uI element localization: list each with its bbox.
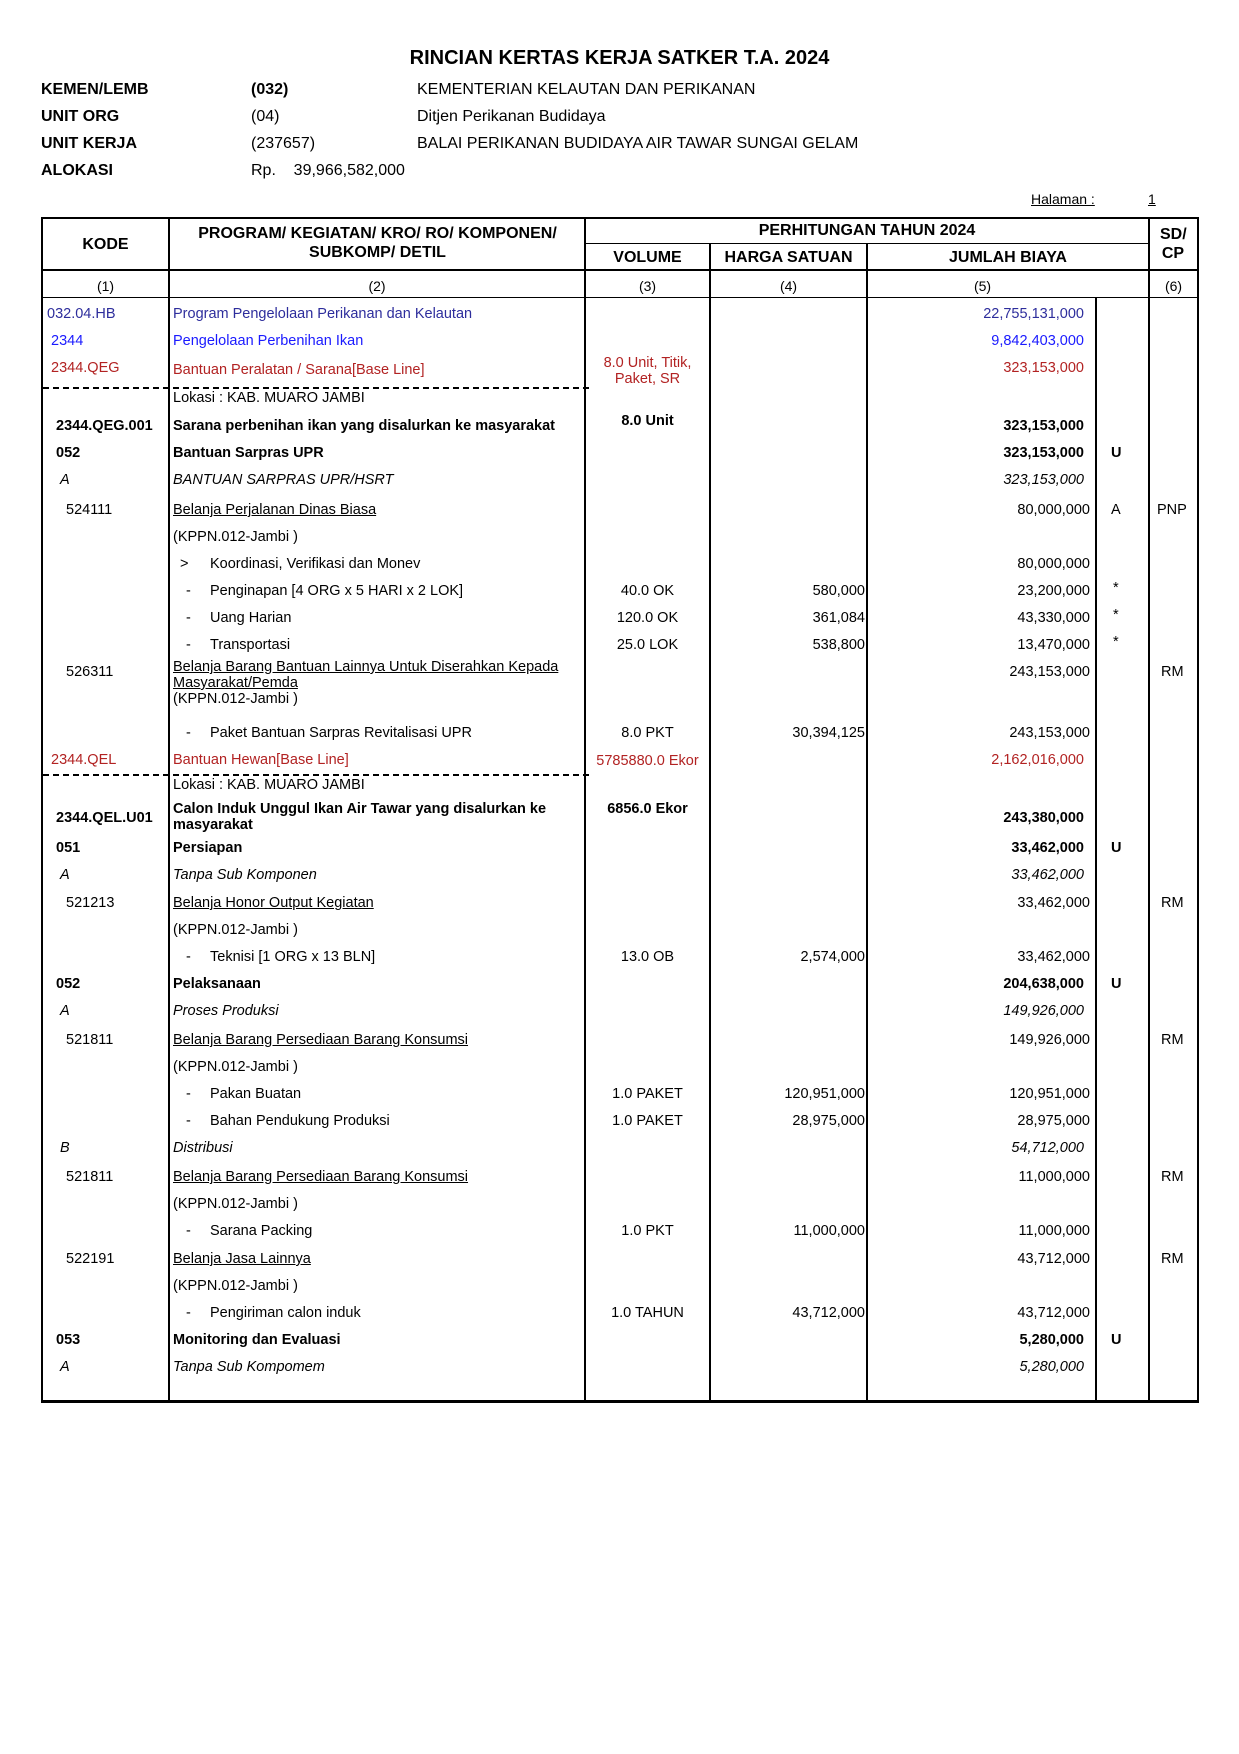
- row-kode: 053: [56, 1332, 81, 1348]
- row-harga: 120,951,000: [784, 1086, 865, 1102]
- row-bullet: -: [186, 1305, 191, 1321]
- row-bullet: -: [186, 637, 191, 653]
- row-volume: 8.0 Unit, Titik, Paket, SR: [603, 355, 692, 387]
- row-bullet: >: [180, 556, 189, 572]
- row-harga: 580,000: [812, 583, 865, 599]
- row-flag: U: [1111, 840, 1122, 856]
- row-kode: 051: [56, 840, 81, 856]
- row-sd: RM: [1161, 895, 1184, 911]
- colnum-1: (1): [96, 278, 115, 294]
- row-jumlah: 243,380,000: [1003, 810, 1084, 826]
- header-volume: VOLUME: [613, 249, 682, 266]
- row-flag: A: [1111, 502, 1121, 518]
- row-jumlah: 23,200,000: [1017, 583, 1090, 599]
- row-desc: Sarana perbenihan ikan yang disalurkan ke masyarakat: [173, 418, 556, 434]
- kemen-name: KEMENTERIAN KELAUTAN DAN PERIKANAN: [417, 81, 756, 98]
- row-harga: 11,000,000: [793, 1223, 865, 1239]
- document-title: RINCIAN KERTAS KERJA SATKER T.A. 2024: [409, 47, 830, 69]
- row-kode: 052: [56, 976, 81, 992]
- row-lokasi: Lokasi : KAB. MUARO JAMBI: [173, 777, 365, 793]
- row-desc: Paket Bantuan Sarpras Revitalisasi UPR: [210, 725, 472, 741]
- row-desc: BANTUAN SARPRAS UPR/HSRT: [173, 472, 394, 488]
- row-jumlah: 323,153,000: [1003, 445, 1084, 461]
- row-jumlah: 243,153,000: [1009, 664, 1090, 680]
- row-desc: Persiapan: [173, 840, 243, 856]
- row-kode: 2344.QEG.001: [56, 418, 153, 434]
- row-harga: 361,084: [812, 610, 865, 626]
- unit-org-name: Ditjen Perikanan Budidaya: [417, 108, 606, 125]
- colnum-2: (2): [368, 278, 386, 294]
- row-desc: Bantuan Peralatan / Sarana[Base Line]: [173, 362, 425, 378]
- row-volume: 6856.0 Ekor: [607, 801, 688, 817]
- row-jumlah: 43,330,000: [1017, 610, 1090, 626]
- row-flag: U: [1111, 445, 1122, 461]
- row-flag: *: [1113, 607, 1119, 623]
- row-harga: 43,712,000: [792, 1305, 865, 1321]
- row-jumlah: 323,153,000: [1003, 418, 1084, 434]
- row-desc: Bahan Pendukung Produksi: [210, 1113, 390, 1129]
- row-desc: Calon Induk Unggul Ikan Air Tawar yang disalurkan ke masyarakat: [173, 801, 547, 833]
- row-desc: Belanja Barang Persediaan Barang Konsumsi: [173, 1169, 469, 1185]
- row-kode: 2344.QEL.U01: [56, 810, 153, 826]
- row-volume: 8.0 PKT: [621, 725, 674, 741]
- row-volume: 5785880.0 Ekor: [596, 753, 699, 769]
- row-bullet: -: [186, 725, 191, 741]
- row-harga: 538,800: [812, 637, 865, 653]
- kemen-label: KEMEN/LEMB: [41, 81, 149, 98]
- row-bullet: -: [186, 583, 191, 599]
- row-desc: Program Pengelolaan Perikanan dan Kelautan: [173, 306, 473, 322]
- row-kode: 521811: [66, 1169, 114, 1185]
- header-harga: HARGA SATUAN: [724, 249, 853, 266]
- row-desc: Distribusi: [173, 1140, 233, 1156]
- row-kppn: (KPPN.012-Jambi ): [173, 922, 298, 938]
- kemen-code: (032): [251, 81, 289, 98]
- alokasi-value: Rp. 39,966,582,000: [251, 162, 405, 179]
- row-jumlah: 5,280,000: [1019, 1332, 1084, 1348]
- row-kppn: (KPPN.012-Jambi ): [173, 691, 298, 707]
- row-desc: Sarana Packing: [210, 1223, 313, 1239]
- row-kppn: (KPPN.012-Jambi ): [173, 1059, 298, 1075]
- row-desc: Pengelolaan Perbenihan Ikan: [173, 333, 364, 349]
- row-desc: Pelaksanaan: [173, 976, 261, 992]
- row-harga: 28,975,000: [792, 1113, 865, 1129]
- row-desc: Tanpa Sub Kompomem: [173, 1359, 325, 1375]
- row-bullet: -: [186, 1086, 191, 1102]
- row-jumlah: 33,462,000: [1011, 840, 1084, 856]
- row-desc: Belanja Barang Persediaan Barang Konsumsi: [173, 1032, 469, 1048]
- row-kode: 2344.QEL: [51, 752, 117, 768]
- row-desc: Pengiriman calon induk: [210, 1305, 361, 1321]
- row-kode: 524111: [66, 502, 113, 518]
- unit-org-label: UNIT ORG: [41, 108, 120, 125]
- row-kode: 052: [56, 445, 81, 461]
- row-kode: 526311: [66, 664, 114, 680]
- row-sd: RM: [1161, 664, 1184, 680]
- dashed-separator: [43, 387, 589, 389]
- row-desc: Belanja Jasa Lainnya: [173, 1251, 311, 1267]
- row-kppn: (KPPN.012-Jambi ): [173, 1278, 298, 1294]
- header-kode: KODE: [82, 236, 129, 253]
- header-jumlah: JUMLAH BIAYA: [949, 249, 1067, 266]
- row-kode: A: [60, 472, 70, 488]
- unit-kerja-name: BALAI PERIKANAN BUDIDAYA AIR TAWAR SUNGAI GELAM: [417, 135, 859, 152]
- colnum-3: (3): [638, 278, 657, 294]
- row-desc: Uang Harian: [210, 610, 292, 626]
- row-kode: A: [60, 1359, 70, 1375]
- row-desc: Belanja Barang Bantuan Lainnya Untuk Diserahkan Kepada Masyarakat/Pemda: [173, 659, 559, 691]
- row-bullet: -: [186, 1223, 191, 1239]
- row-desc: Belanja Honor Output Kegiatan: [173, 895, 374, 911]
- row-desc: Belanja Perjalanan Dinas Biasa: [173, 502, 377, 518]
- row-sd: RM: [1161, 1169, 1184, 1185]
- row-jumlah: 80,000,000: [1017, 502, 1090, 518]
- row-kppn: (KPPN.012-Jambi ): [173, 1196, 298, 1212]
- row-harga: 30,394,125: [792, 725, 865, 741]
- row-harga: 2,574,000: [800, 949, 865, 965]
- row-jumlah: 323,153,000: [1003, 472, 1084, 488]
- alokasi-label: ALOKASI: [41, 162, 113, 179]
- row-kode: 2344: [51, 333, 84, 349]
- row-jumlah: 33,462,000: [1017, 895, 1090, 911]
- row-kode: 521213: [66, 895, 115, 911]
- row-flag: U: [1111, 976, 1122, 992]
- colnum-5: (5): [973, 278, 992, 294]
- row-jumlah: 5,280,000: [1019, 1359, 1084, 1375]
- row-lokasi: Lokasi : KAB. MUARO JAMBI: [173, 390, 365, 406]
- row-desc: Koordinasi, Verifikasi dan Monev: [210, 556, 421, 572]
- row-kode: 032.04.HB: [47, 306, 116, 322]
- row-jumlah: 28,975,000: [1017, 1113, 1090, 1129]
- row-sd: RM: [1161, 1032, 1184, 1048]
- header-program: PROGRAM/ KEGIATAN/ KRO/ RO/ KOMPONEN/ SUBKOMP/ DETIL: [198, 225, 557, 261]
- row-jumlah: 43,712,000: [1017, 1251, 1090, 1267]
- row-jumlah: 149,926,000: [1003, 1003, 1084, 1019]
- row-jumlah: 9,842,403,000: [991, 333, 1084, 349]
- unit-kerja-label: UNIT KERJA: [41, 135, 138, 152]
- unit-org-code: (04): [251, 108, 280, 125]
- row-jumlah: 22,755,131,000: [983, 306, 1084, 322]
- header-sdcp: SD/ CP: [1160, 226, 1187, 262]
- row-volume: 120.0 OK: [616, 610, 679, 626]
- row-desc: Monitoring dan Evaluasi: [173, 1332, 341, 1348]
- row-sd: PNP: [1157, 502, 1187, 518]
- row-desc: Teknisi [1 ORG x 13 BLN]: [210, 949, 376, 965]
- row-jumlah: 120,951,000: [1009, 1086, 1090, 1102]
- row-jumlah: 33,462,000: [1011, 867, 1084, 883]
- row-jumlah: 243,153,000: [1009, 725, 1090, 741]
- row-jumlah: 149,926,000: [1009, 1032, 1090, 1048]
- row-jumlah: 204,638,000: [1003, 976, 1084, 992]
- colnum-4: (4): [779, 278, 798, 294]
- row-jumlah: 80,000,000: [1017, 556, 1090, 572]
- row-volume: 1.0 PAKET: [612, 1113, 683, 1129]
- row-desc: Transportasi: [210, 637, 291, 653]
- page-label: Halaman :: [1031, 191, 1095, 207]
- row-kode: 522191: [66, 1251, 115, 1267]
- row-desc: Pakan Buatan: [210, 1086, 302, 1102]
- row-volume: 1.0 TAHUN: [611, 1305, 684, 1321]
- row-jumlah: 13,470,000: [1017, 637, 1090, 653]
- row-flag: *: [1113, 634, 1119, 650]
- row-volume: 1.0 PAKET: [612, 1086, 683, 1102]
- row-volume: 40.0 OK: [620, 583, 675, 599]
- row-jumlah: 323,153,000: [1003, 360, 1084, 376]
- row-jumlah: 11,000,000: [1018, 1169, 1090, 1185]
- row-volume: 8.0 Unit: [621, 413, 674, 429]
- row-kode: A: [60, 1003, 70, 1019]
- row-flag: U: [1111, 1332, 1122, 1348]
- row-bullet: -: [186, 1113, 191, 1129]
- row-jumlah: 2,162,016,000: [991, 752, 1084, 768]
- row-desc: Tanpa Sub Komponen: [173, 867, 317, 883]
- row-jumlah: 43,712,000: [1017, 1305, 1090, 1321]
- row-kode: A: [60, 867, 70, 883]
- row-volume: 1.0 PKT: [621, 1223, 674, 1239]
- row-kode: 2344.QEG: [51, 360, 120, 376]
- row-volume: 13.0 OB: [620, 949, 675, 965]
- row-kppn: (KPPN.012-Jambi ): [173, 529, 298, 545]
- row-flag: *: [1113, 580, 1119, 596]
- row-bullet: -: [186, 610, 191, 626]
- row-kode: 521811: [66, 1032, 114, 1048]
- unit-kerja-code: (237657): [251, 135, 316, 152]
- row-sd: RM: [1161, 1251, 1184, 1267]
- row-desc: Penginapan [4 ORG x 5 HARI x 2 LOK]: [210, 583, 464, 599]
- row-jumlah: 11,000,000: [1018, 1223, 1090, 1239]
- row-bullet: -: [186, 949, 191, 965]
- row-desc: Bantuan Sarpras UPR: [173, 445, 324, 461]
- header-perhitungan: PERHITUNGAN TAHUN 2024: [758, 222, 976, 239]
- row-desc: Proses Produksi: [173, 1003, 279, 1019]
- row-jumlah: 54,712,000: [1011, 1140, 1084, 1156]
- colnum-6: (6): [1164, 278, 1183, 294]
- dashed-separator: [43, 774, 589, 776]
- row-kode: B: [60, 1140, 70, 1156]
- row-jumlah: 33,462,000: [1017, 949, 1090, 965]
- row-volume: 25.0 LOK: [616, 637, 679, 653]
- page-number: 1: [1148, 191, 1156, 207]
- row-desc: Bantuan Hewan[Base Line]: [173, 752, 349, 768]
